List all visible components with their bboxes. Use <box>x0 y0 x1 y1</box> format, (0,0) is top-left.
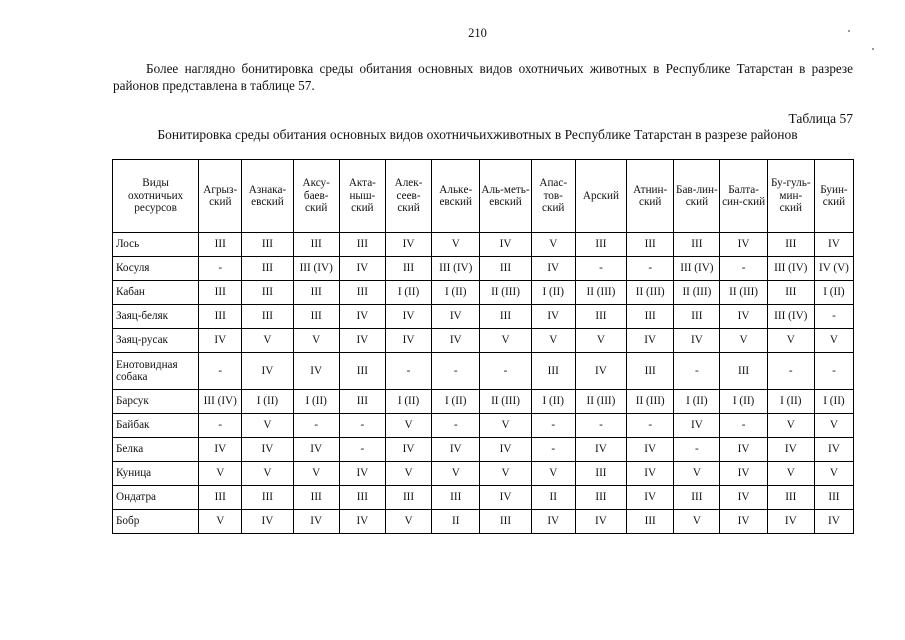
rating-cell: III <box>385 257 431 281</box>
rating-cell: III <box>385 486 431 510</box>
rating-cell: III <box>575 305 626 329</box>
rating-cell: IV <box>432 438 480 462</box>
rating-cell: IV <box>293 510 339 534</box>
rating-cell: III <box>720 353 767 390</box>
rating-cell: - <box>814 353 853 390</box>
rating-cell: IV <box>199 438 242 462</box>
district-column-header: Апас-тов-ский <box>531 160 575 233</box>
rating-cell: IV <box>627 438 674 462</box>
rating-cell: - <box>432 353 480 390</box>
rating-cell: V <box>814 462 853 486</box>
rating-cell: V <box>199 462 242 486</box>
district-column-header: Буин-ский <box>814 160 853 233</box>
rating-cell: III <box>339 233 385 257</box>
rating-cell: I (II) <box>385 281 431 305</box>
rating-cell: III <box>627 305 674 329</box>
rating-cell: IV <box>339 510 385 534</box>
rating-cell: IV <box>720 510 767 534</box>
species-cell: Бобр <box>113 510 199 534</box>
species-cell: Косуля <box>113 257 199 281</box>
table-row <box>113 281 854 305</box>
rating-cell: V <box>432 462 480 486</box>
table-title: Бонитировка среды обитания основных видов охотничьихживотных в Республике Татарстан в разрезе районов <box>157 127 798 142</box>
rating-cell: III <box>432 486 480 510</box>
rating-cell: III (IV) <box>674 257 720 281</box>
rating-cell: V <box>480 329 531 353</box>
district-column-header: Аль-меть-евский <box>480 160 531 233</box>
rating-cell: IV <box>432 329 480 353</box>
rating-cell: III <box>575 486 626 510</box>
rating-cell: III (IV) <box>432 257 480 281</box>
rating-cell: IV <box>242 510 293 534</box>
rating-cell: IV <box>814 510 853 534</box>
rating-cell: IV <box>432 305 480 329</box>
rating-cell: IV <box>339 257 385 281</box>
rating-cell: IV <box>385 305 431 329</box>
rating-cell: - <box>767 353 814 390</box>
species-cell: Енотовидная собака <box>113 353 199 390</box>
rating-cell: IV <box>627 462 674 486</box>
rating-cell: V <box>432 233 480 257</box>
rating-cell: III <box>339 353 385 390</box>
scan-speck <box>848 30 850 32</box>
rating-cell: II (III) <box>627 281 674 305</box>
rating-cell: III <box>199 233 242 257</box>
rating-cell: - <box>814 305 853 329</box>
rating-cell: II (III) <box>674 281 720 305</box>
rating-cell: III <box>293 281 339 305</box>
rating-cell: III <box>199 486 242 510</box>
rating-cell: IV <box>720 486 767 510</box>
rating-cell: II (III) <box>627 390 674 414</box>
rating-cell: IV <box>531 510 575 534</box>
rating-cell: I (II) <box>531 281 575 305</box>
rating-cell: - <box>627 414 674 438</box>
rating-cell: I (II) <box>720 390 767 414</box>
rating-cell: V <box>814 329 853 353</box>
rating-cell: IV <box>385 233 431 257</box>
rating-cell: V <box>242 414 293 438</box>
rating-cell: IV <box>339 305 385 329</box>
rating-cell: III <box>242 233 293 257</box>
rating-cell: - <box>674 438 720 462</box>
rating-cell: IV <box>242 353 293 390</box>
rating-cell: - <box>674 353 720 390</box>
rating-cell: I (II) <box>432 390 480 414</box>
rating-cell: I (II) <box>814 281 853 305</box>
rating-cell: V <box>385 510 431 534</box>
rating-cell: III <box>339 390 385 414</box>
rating-cell: III <box>814 486 853 510</box>
rating-cell: V <box>385 414 431 438</box>
rating-cell: IV <box>720 462 767 486</box>
rating-cell: I (II) <box>531 390 575 414</box>
rating-cell: - <box>575 257 626 281</box>
page-number: 210 <box>468 26 487 40</box>
species-cell: Байбак <box>113 414 199 438</box>
rating-cell: V <box>767 329 814 353</box>
table-row <box>113 257 854 281</box>
rating-cell: - <box>432 414 480 438</box>
district-column-header: Алькe-евский <box>432 160 480 233</box>
rating-cell: I (II) <box>385 390 431 414</box>
rating-cell: II (III) <box>480 390 531 414</box>
rating-cell: II <box>432 510 480 534</box>
rating-cell: III <box>480 510 531 534</box>
rating-cell: IV <box>627 329 674 353</box>
rating-cell: IV <box>339 462 385 486</box>
species-cell: Кабан <box>113 281 199 305</box>
rating-cell: IV <box>720 233 767 257</box>
district-column-header: Алек-сеев-ский <box>385 160 431 233</box>
rating-cell: I (II) <box>293 390 339 414</box>
table-row <box>113 414 854 438</box>
rating-cell: III (IV) <box>199 390 242 414</box>
rating-cell: III <box>575 233 626 257</box>
rating-cell: III <box>674 486 720 510</box>
rating-cell: IV <box>480 438 531 462</box>
rating-cell: II (III) <box>720 281 767 305</box>
rating-cell: V <box>767 414 814 438</box>
rating-cell: IV <box>720 438 767 462</box>
rating-cell: V <box>814 414 853 438</box>
rating-cell: III (IV) <box>293 257 339 281</box>
rating-cell: IV <box>674 414 720 438</box>
rating-cell: IV <box>480 486 531 510</box>
rating-cell: V <box>480 414 531 438</box>
table-container <box>112 159 854 534</box>
rating-cell: III <box>293 486 339 510</box>
rating-cell: V <box>767 462 814 486</box>
rating-cell: IV <box>720 305 767 329</box>
rating-cell: III <box>293 305 339 329</box>
table-row <box>113 390 854 414</box>
district-column-header: Атнин-ский <box>627 160 674 233</box>
rating-cell: V <box>531 329 575 353</box>
table-row <box>113 233 854 257</box>
species-cell: Ондатра <box>113 486 199 510</box>
species-cell: Барсук <box>113 390 199 414</box>
rating-cell: III <box>339 486 385 510</box>
species-column-header: Виды охотничьих ресурсов <box>113 160 199 233</box>
district-column-header: Бу-гуль-мин-ский <box>767 160 814 233</box>
rating-cell: IV (V) <box>814 257 853 281</box>
rating-cell: IV <box>339 329 385 353</box>
rating-cell: - <box>199 257 242 281</box>
district-column-header: Балта-син-ский <box>720 160 767 233</box>
rating-cell: IV <box>199 329 242 353</box>
district-column-header: Акта-ныш-ский <box>339 160 385 233</box>
rating-cell: IV <box>385 438 431 462</box>
rating-cell: V <box>480 462 531 486</box>
rating-cell: IV <box>293 353 339 390</box>
district-column-header: Бав-лин-ский <box>674 160 720 233</box>
rating-cell: IV <box>293 438 339 462</box>
rating-cell: III (IV) <box>767 305 814 329</box>
rating-cell: V <box>385 462 431 486</box>
species-cell: Белка <box>113 438 199 462</box>
rating-cell: - <box>531 438 575 462</box>
habitat-rating-table <box>112 159 854 534</box>
rating-cell: I (II) <box>674 390 720 414</box>
rating-cell: - <box>339 438 385 462</box>
rating-cell: IV <box>531 305 575 329</box>
rating-cell: IV <box>480 233 531 257</box>
rating-cell: II (III) <box>480 281 531 305</box>
rating-cell: V <box>242 329 293 353</box>
rating-cell: I (II) <box>767 390 814 414</box>
rating-cell: IV <box>385 329 431 353</box>
table-row <box>113 462 854 486</box>
rating-cell: IV <box>575 353 626 390</box>
scan-speck <box>872 48 874 50</box>
rating-cell: III <box>242 305 293 329</box>
rating-cell: - <box>339 414 385 438</box>
rating-cell: V <box>674 510 720 534</box>
rating-cell: V <box>293 329 339 353</box>
intro-text: Более наглядно бонитировка среды обитания основных видов охотничьих животных в Республике Татарстан в разрезе районов представлена в таблице 57. <box>113 61 853 93</box>
rating-cell: III <box>674 233 720 257</box>
rating-cell: III <box>242 281 293 305</box>
species-cell: Заяц-беляк <box>113 305 199 329</box>
table-row <box>113 438 854 462</box>
rating-cell: - <box>199 414 242 438</box>
rating-cell: IV <box>814 233 853 257</box>
table-row <box>113 486 854 510</box>
rating-cell: III <box>627 233 674 257</box>
table-row <box>113 510 854 534</box>
rating-cell: III <box>293 233 339 257</box>
rating-cell: IV <box>814 438 853 462</box>
rating-cell: III <box>531 353 575 390</box>
rating-cell: III <box>339 281 385 305</box>
rating-cell: - <box>199 353 242 390</box>
rating-cell: IV <box>242 438 293 462</box>
rating-cell: III <box>480 305 531 329</box>
rating-cell: III <box>199 305 242 329</box>
rating-cell: II (III) <box>575 390 626 414</box>
rating-cell: III <box>627 510 674 534</box>
rating-cell: - <box>627 257 674 281</box>
rating-cell: III <box>242 486 293 510</box>
rating-cell: III (IV) <box>767 257 814 281</box>
rating-cell: III <box>627 353 674 390</box>
district-column-header: Агрыз-ский <box>199 160 242 233</box>
table-label: Таблица 57 <box>788 111 853 126</box>
rating-cell: IV <box>767 510 814 534</box>
rating-cell: IV <box>627 486 674 510</box>
rating-cell: III <box>767 281 814 305</box>
rating-cell: II (III) <box>575 281 626 305</box>
rating-cell: IV <box>575 510 626 534</box>
rating-cell: III <box>575 462 626 486</box>
rating-cell: I (II) <box>242 390 293 414</box>
intro-paragraph <box>113 60 853 94</box>
table-row <box>113 305 854 329</box>
rating-cell: III <box>480 257 531 281</box>
rating-cell: - <box>575 414 626 438</box>
rating-cell: - <box>385 353 431 390</box>
species-cell: Заяц-русак <box>113 329 199 353</box>
rating-cell: IV <box>531 257 575 281</box>
species-cell: Куница <box>113 462 199 486</box>
rating-cell: V <box>674 462 720 486</box>
species-cell: Лось <box>113 233 199 257</box>
rating-cell: IV <box>575 438 626 462</box>
rating-cell: III <box>767 486 814 510</box>
rating-cell: V <box>531 233 575 257</box>
rating-cell: V <box>293 462 339 486</box>
rating-cell: III <box>767 233 814 257</box>
rating-cell: III <box>199 281 242 305</box>
rating-cell: V <box>242 462 293 486</box>
rating-cell: I (II) <box>814 390 853 414</box>
rating-cell: IV <box>674 329 720 353</box>
table-row <box>113 353 854 390</box>
district-column-header: Азнака-евский <box>242 160 293 233</box>
rating-cell: II <box>531 486 575 510</box>
rating-cell: - <box>480 353 531 390</box>
rating-cell: III <box>242 257 293 281</box>
rating-cell: - <box>531 414 575 438</box>
table-body <box>113 233 854 534</box>
district-column-header: Арский <box>575 160 626 233</box>
header-row <box>113 160 854 233</box>
rating-cell: V <box>575 329 626 353</box>
table-row <box>113 329 854 353</box>
rating-cell: V <box>531 462 575 486</box>
rating-cell: IV <box>767 438 814 462</box>
rating-cell: - <box>720 414 767 438</box>
rating-cell: V <box>199 510 242 534</box>
district-column-header: Аксу-баев-ский <box>293 160 339 233</box>
rating-cell: I (II) <box>432 281 480 305</box>
rating-cell: III <box>674 305 720 329</box>
rating-cell: - <box>720 257 767 281</box>
rating-cell: V <box>720 329 767 353</box>
rating-cell: - <box>293 414 339 438</box>
